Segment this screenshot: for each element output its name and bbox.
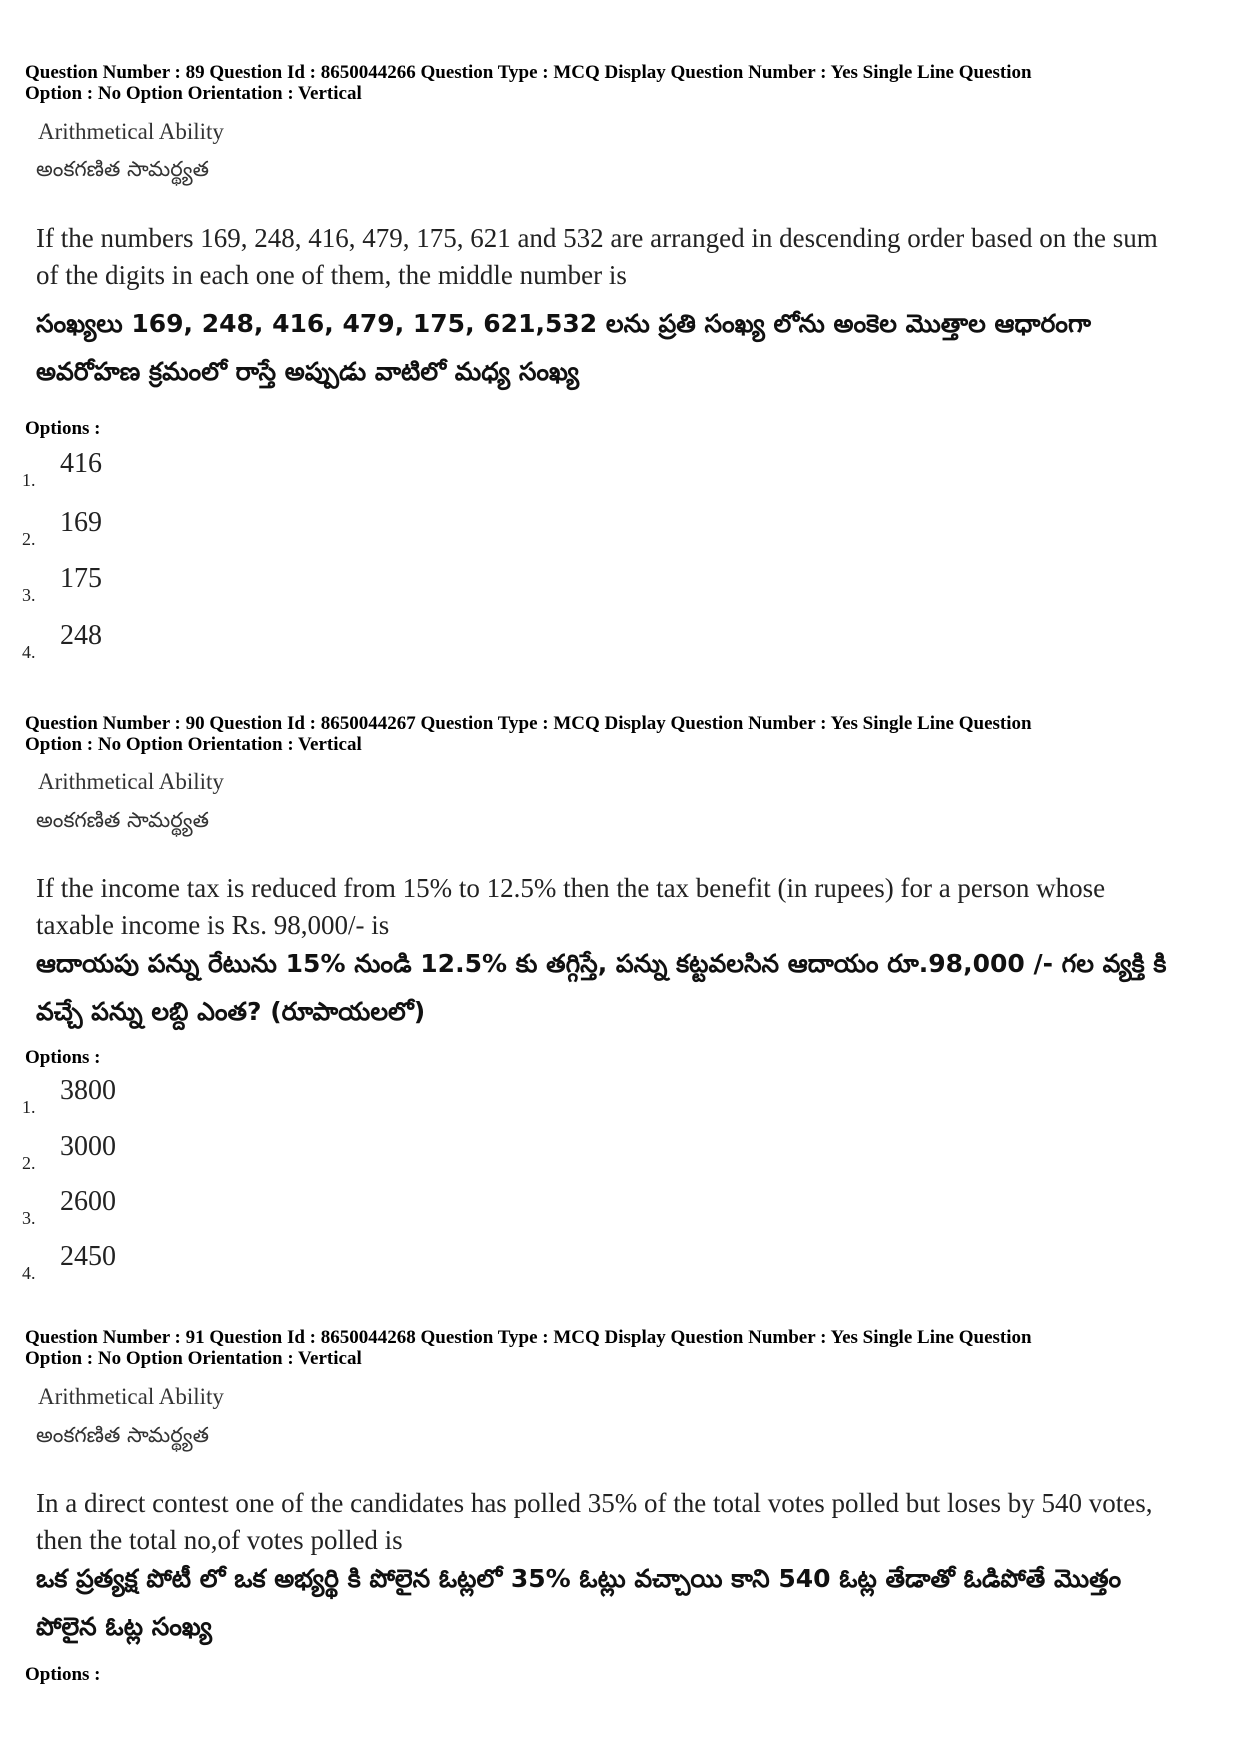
subject-telugu: అంకగణిత సామర్థ్యత [36,157,209,181]
options-label: Options : [25,418,101,439]
question-header-line2: Option : No Option Orientation : Vertical [25,83,362,104]
option-item [22,1241,422,1291]
subject-english: Arithmetical Ability [38,769,224,794]
question-header [25,1327,1205,1369]
option-value: 169 [60,507,102,538]
subject-telugu: అంకగణిత సామర్థ్యత [36,808,209,832]
option-number: 4. [22,1263,36,1283]
option-value: 3800 [60,1075,116,1106]
question-text-english: If the income tax is reduced from 15% to 12.5% then the tax benefit (in rupees) for a person whose taxable income is Rs. 98,000/- is [36,873,1106,940]
question-header [25,713,1205,755]
option-item [22,448,422,498]
question-header-line1: Question Number : 90 Question Id : 8650044267 Question Type : MCQ Display Question Number : Yes Single Line Question [25,713,1032,734]
question-header-line1: Question Number : 91 Question Id : 8650044268 Question Type : MCQ Display Question Number : Yes Single Line Question [25,1327,1032,1348]
option-item [22,620,422,670]
subject-telugu: అంకగణిత సామర్థ్యత [36,1423,209,1447]
option-value: 2600 [60,1186,116,1217]
question-text-telugu: ఒక ప్రత్యక్ష పోటీ లో ఒక అభ్యర్థి కి పోలైన ఓట్లలో 35% ఓట్లు వచ్చాయి కాని 540 ఓట్ల తేడాతో ఓడిపోతే మొత్తం పోలైన ఓట్ల సంఖ్య [36,1564,1122,1641]
option-number: 2. [22,529,36,549]
subject-english: Arithmetical Ability [38,1384,224,1409]
question-header-line2: Option : No Option Orientation : Vertical [25,734,362,755]
option-value: 175 [60,563,102,594]
option-item [22,1186,422,1236]
option-number: 3. [22,1208,36,1228]
option-value: 3000 [60,1131,116,1162]
question-text-telugu: సంఖ్యలు 169, 248, 416, 479, 175, 621,532 లను ప్రతి సంఖ్య లోను అంకెల మొత్తాల ఆధారంగా అవరోహణ క్రమంలో రాస్తే అప్పుడు వాటిలో మధ్య సంఖ్య [36,309,1091,386]
subject-english: Arithmetical Ability [38,119,224,144]
question-text-english: In a direct contest one of the candidates has polled 35% of the total votes polled but loses by 540 votes, then the total no,of votes polled is [36,1488,1153,1555]
option-item [22,507,422,557]
option-item [22,1131,422,1181]
option-number: 1. [22,470,36,490]
option-number: 2. [22,1153,36,1173]
question-text-telugu: ఆదాయపు పన్ను రేటును 15% నుండి 12.5% కు తగ్గిస్తే, పన్ను కట్టవలసిన ఆదాయం రూ.98,000 /- గల వ్యక్తి కి వచ్చే పన్ను లబ్ది ఎంత? (రూపాయలలో) [36,949,1167,1026]
option-value: 416 [60,448,102,479]
option-item [22,1075,422,1125]
question-header [25,62,1205,104]
options-label: Options : [25,1664,101,1685]
question-text-english: If the numbers 169, 248, 416, 479, 175, 621 and 532 are arranged in descending order based on the sum of the digits in each one of them, the middle number is [36,223,1158,290]
question-header-line1: Question Number : 89 Question Id : 8650044266 Question Type : MCQ Display Question Number : Yes Single Line Question [25,62,1032,83]
option-number: 4. [22,642,36,662]
question-header-line2: Option : No Option Orientation : Vertical [25,1348,362,1369]
option-item [22,563,422,613]
option-number: 3. [22,585,36,605]
option-value: 2450 [60,1241,116,1272]
options-label: Options : [25,1047,101,1068]
option-value: 248 [60,620,102,651]
option-number: 1. [22,1097,36,1117]
